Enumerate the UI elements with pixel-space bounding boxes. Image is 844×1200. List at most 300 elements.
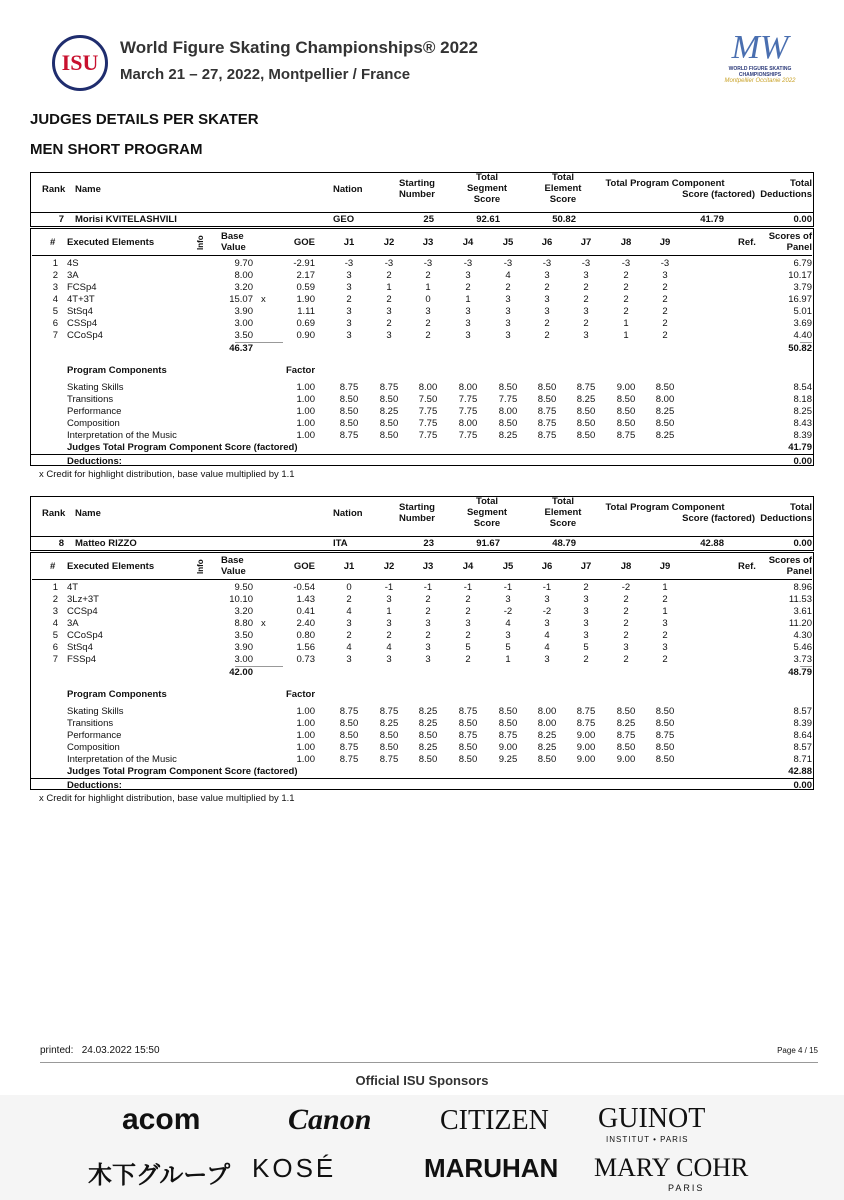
judge-score: 1 bbox=[505, 654, 511, 665]
judge-score: 8.25 bbox=[418, 718, 438, 729]
sponsor-kinoshita: 木下グループ bbox=[88, 1162, 231, 1189]
judge-score: 8.75 bbox=[458, 730, 478, 741]
sop-header-1: Scores of bbox=[768, 555, 812, 566]
skater-nation: ITA bbox=[333, 538, 348, 549]
judge-score: 1 bbox=[662, 582, 668, 593]
element-number: 2 bbox=[52, 594, 58, 605]
judge-score: 8.50 bbox=[339, 418, 359, 429]
judge-score: 8.50 bbox=[655, 718, 675, 729]
judge-score: -3 bbox=[581, 258, 591, 269]
scores-of-panel: 10.17 bbox=[788, 270, 812, 281]
judge-score: 8.50 bbox=[616, 742, 636, 753]
judge-score: -3 bbox=[621, 258, 631, 269]
event-logo bbox=[720, 30, 800, 84]
judge-score: 3 bbox=[662, 642, 668, 653]
judge-score: 3 bbox=[346, 306, 352, 317]
element-code: 3Lz+3T bbox=[67, 594, 99, 605]
component-score: 8.57 bbox=[793, 706, 812, 717]
factor-header: Factor bbox=[286, 365, 316, 376]
base-value: 3.00 bbox=[234, 318, 253, 329]
credit-note: x Credit for highlight distribution, base value multiplied by 1.1 bbox=[39, 469, 295, 480]
judge-score: 8.00 bbox=[655, 394, 675, 405]
judge-score: 8.75 bbox=[576, 706, 596, 717]
judge-score: 4 bbox=[346, 606, 352, 617]
judge-score: 8.25 bbox=[655, 430, 675, 441]
component-score: 8.54 bbox=[793, 382, 812, 393]
judge-score: 8.75 bbox=[339, 706, 359, 717]
total-element-score: 50.82 bbox=[552, 214, 576, 225]
judge-score: 3 bbox=[623, 642, 629, 653]
element-code: 4T+3T bbox=[67, 294, 95, 305]
goe-value: 0.59 bbox=[296, 282, 315, 293]
base-value: 10.10 bbox=[229, 594, 253, 605]
element-number: 5 bbox=[52, 306, 58, 317]
sponsor-mary-cohr: MARY COHR bbox=[594, 1153, 749, 1182]
scores-of-panel: 5.01 bbox=[793, 306, 812, 317]
judge-score: 2 bbox=[386, 630, 392, 641]
judge-score: 4 bbox=[544, 642, 550, 653]
judge-score: 7.75 bbox=[418, 430, 438, 441]
component-score: 8.39 bbox=[793, 430, 812, 441]
element-code: FSSp4 bbox=[67, 654, 97, 665]
element-code: FCSp4 bbox=[67, 282, 97, 293]
component-name: Performance bbox=[67, 406, 122, 417]
tss-header-1: Total bbox=[476, 496, 498, 507]
judge-score: 3 bbox=[544, 618, 550, 629]
footer-divider bbox=[40, 1062, 818, 1063]
component-score: 8.71 bbox=[793, 754, 812, 765]
judge-score: 2 bbox=[623, 654, 629, 665]
tes-header-3: Score bbox=[549, 194, 577, 205]
judge-score: 8.75 bbox=[616, 430, 636, 441]
component-factor: 1.00 bbox=[296, 706, 315, 717]
base-header-2: Value bbox=[221, 242, 246, 253]
element-code: 3A bbox=[67, 618, 79, 629]
judge-score: 8.75 bbox=[537, 406, 557, 417]
rank-header: Rank bbox=[42, 508, 66, 519]
total-segment-score: 91.67 bbox=[476, 538, 500, 549]
deductions-divider bbox=[30, 778, 814, 779]
element-code: CSSp4 bbox=[67, 318, 98, 329]
base-header-1: Base bbox=[221, 231, 244, 242]
judge-score: 8.75 bbox=[339, 382, 359, 393]
judge-score: 5 bbox=[583, 642, 589, 653]
tss-header-2: Segment bbox=[466, 507, 508, 518]
element-number: 2 bbox=[52, 270, 58, 281]
judge-score: 8.50 bbox=[576, 418, 596, 429]
judge-score: 8.00 bbox=[537, 718, 557, 729]
base-value: 8.80 bbox=[234, 618, 253, 629]
judge-score: 2 bbox=[425, 630, 431, 641]
info-header: Info bbox=[196, 559, 205, 574]
judge-score: 8.75 bbox=[537, 430, 557, 441]
judge-score: 3 bbox=[346, 318, 352, 329]
judge-score: 8.75 bbox=[655, 730, 675, 741]
judge-score: 8.50 bbox=[339, 406, 359, 417]
judge-score: 4 bbox=[386, 642, 392, 653]
sponsor-canon: Canon bbox=[288, 1103, 372, 1136]
judge-score: 7.75 bbox=[458, 406, 478, 417]
judge-score: 2 bbox=[662, 318, 668, 329]
scores-of-panel: 4.40 bbox=[793, 330, 812, 341]
base-value: 3.20 bbox=[234, 282, 253, 293]
scores-of-panel: 16.97 bbox=[788, 294, 812, 305]
component-factor: 1.00 bbox=[296, 418, 315, 429]
judge-score: 2 bbox=[346, 630, 352, 641]
component-score: 8.43 bbox=[793, 418, 812, 429]
element-number: 4 bbox=[52, 294, 58, 305]
component-factor: 1.00 bbox=[296, 394, 315, 405]
goe-value: 0.80 bbox=[296, 630, 315, 641]
judge-score: 8.50 bbox=[655, 742, 675, 753]
judge-score: 2 bbox=[346, 294, 352, 305]
judge-score: 8.00 bbox=[458, 382, 478, 393]
component-score: 8.39 bbox=[793, 718, 812, 729]
judge-score: 2 bbox=[425, 606, 431, 617]
tss-header-3: Score bbox=[473, 194, 501, 205]
page-title: JUDGES DETAILS PER SKATER bbox=[30, 111, 259, 128]
component-factor: 1.00 bbox=[296, 406, 315, 417]
base-value: 3.90 bbox=[234, 306, 253, 317]
goe-value: 2.17 bbox=[296, 270, 315, 281]
judge-score: 8.50 bbox=[655, 754, 675, 765]
judge-score: 2 bbox=[465, 606, 471, 617]
pcs-header-1: Total Program Component bbox=[605, 178, 725, 189]
judge-score: 2 bbox=[623, 270, 629, 281]
goe-value: -0.54 bbox=[293, 582, 315, 593]
judge-score: 1 bbox=[386, 282, 392, 293]
judge-score: 8.25 bbox=[537, 742, 557, 753]
judge-score: 2 bbox=[623, 306, 629, 317]
judge-score: 8.75 bbox=[339, 754, 359, 765]
judge-score: 8.50 bbox=[379, 394, 399, 405]
judges-total-label: Judges Total Program Component Score (factored) bbox=[67, 442, 298, 453]
goe-value: 1.56 bbox=[296, 642, 315, 653]
page-number: Page 4 / 15 bbox=[777, 1046, 818, 1055]
num-header: # bbox=[50, 237, 56, 248]
starting-header-1: Starting bbox=[399, 178, 435, 189]
element-score-total: 50.82 bbox=[788, 343, 812, 354]
judge-header-6: J6 bbox=[541, 561, 553, 572]
judge-score: 3 bbox=[583, 618, 589, 629]
info-mark: x bbox=[261, 294, 266, 305]
ded-header-2: Deductions bbox=[760, 189, 812, 200]
component-name: Skating Skills bbox=[67, 382, 124, 393]
tes-header-1: Total bbox=[552, 496, 574, 507]
summary-divider bbox=[30, 212, 814, 213]
name-header: Name bbox=[75, 184, 101, 195]
judge-score: 4 bbox=[346, 642, 352, 653]
base-value: 3.90 bbox=[234, 642, 253, 653]
judge-score: -1 bbox=[463, 582, 473, 593]
judge-score: 2 bbox=[505, 282, 511, 293]
element-code: StSq4 bbox=[67, 642, 93, 653]
sponsor-maruhan: MARUHAN bbox=[424, 1153, 559, 1183]
judge-header-9: J9 bbox=[659, 561, 671, 572]
scores-of-panel: 4.30 bbox=[793, 630, 812, 641]
sop-header-1: Scores of bbox=[768, 231, 812, 242]
scores-of-panel: 3.61 bbox=[793, 606, 812, 617]
pcs-header-1: Total Program Component bbox=[605, 502, 725, 513]
judge-score: 4 bbox=[505, 270, 511, 281]
component-name: Interpretation of the Music bbox=[67, 754, 177, 765]
judge-header-6: J6 bbox=[541, 237, 553, 248]
judge-score: 3 bbox=[465, 318, 471, 329]
judge-header-4: J4 bbox=[462, 237, 474, 248]
judge-score: 8.25 bbox=[498, 430, 518, 441]
judge-score: 3 bbox=[425, 654, 431, 665]
sponsor-guinot-sub: INSTITUT • PARIS bbox=[606, 1135, 689, 1144]
judge-score: 2 bbox=[623, 606, 629, 617]
judge-score: 3 bbox=[505, 594, 511, 605]
starting-header-1: Starting bbox=[399, 502, 435, 513]
factor-header: Factor bbox=[286, 689, 316, 700]
scores-of-panel: 3.73 bbox=[793, 654, 812, 665]
judge-header-2: J2 bbox=[383, 237, 395, 248]
judge-score: 3 bbox=[386, 654, 392, 665]
judge-score: 8.75 bbox=[616, 730, 636, 741]
judge-score: 8.50 bbox=[418, 730, 438, 741]
skater-name: Morisi KVITELASHVILI bbox=[75, 214, 177, 225]
judge-score: 1 bbox=[662, 606, 668, 617]
judge-score: 3 bbox=[346, 654, 352, 665]
judge-score: -1 bbox=[384, 582, 394, 593]
judge-score: 4 bbox=[544, 630, 550, 641]
judge-score: 8.50 bbox=[616, 706, 636, 717]
total-segment-score: 92.61 bbox=[476, 214, 500, 225]
scores-of-panel: 6.79 bbox=[793, 258, 812, 269]
judge-score: 4 bbox=[505, 618, 511, 629]
program-components-header: Program Components bbox=[67, 689, 167, 700]
judges-total-value: 41.79 bbox=[788, 442, 812, 453]
element-number: 7 bbox=[52, 330, 58, 341]
tes-header-3: Score bbox=[549, 518, 577, 529]
judge-score: 3 bbox=[465, 330, 471, 341]
event-logo-city: Montpellier Occitanie 2022 bbox=[724, 78, 796, 84]
judge-score: 7.75 bbox=[418, 406, 438, 417]
judge-score: 8.50 bbox=[498, 718, 518, 729]
element-number: 4 bbox=[52, 618, 58, 629]
judge-score: 2 bbox=[662, 654, 668, 665]
component-factor: 1.00 bbox=[296, 718, 315, 729]
judge-score: 8.50 bbox=[458, 754, 478, 765]
judge-score: -3 bbox=[344, 258, 354, 269]
judge-score: 2 bbox=[386, 294, 392, 305]
judge-score: 8.75 bbox=[379, 754, 399, 765]
total-pcs-score: 41.79 bbox=[700, 214, 724, 225]
judge-score: 2 bbox=[583, 318, 589, 329]
total-element-score: 48.79 bbox=[552, 538, 576, 549]
deductions-value: 0.00 bbox=[793, 780, 812, 791]
judge-score: 8.50 bbox=[339, 718, 359, 729]
judge-score: 2 bbox=[662, 306, 668, 317]
judge-score: 3 bbox=[505, 318, 511, 329]
judge-header-5: J5 bbox=[502, 561, 514, 572]
judge-score: 0 bbox=[425, 294, 431, 305]
judge-score: 2 bbox=[662, 282, 668, 293]
elements-header: Executed Elements bbox=[67, 237, 155, 248]
judge-score: 8.50 bbox=[418, 754, 438, 765]
sponsors-title: Official ISU Sponsors bbox=[355, 1073, 489, 1088]
judge-score: 3 bbox=[465, 618, 471, 629]
judge-score: 8.50 bbox=[339, 394, 359, 405]
element-code: 4T bbox=[67, 582, 79, 593]
program-components-header: Program Components bbox=[67, 365, 167, 376]
judge-score: 2 bbox=[465, 654, 471, 665]
element-code: 4S bbox=[67, 258, 79, 269]
judge-score: 8.25 bbox=[379, 406, 399, 417]
judge-score: 8.50 bbox=[655, 382, 675, 393]
base-value: 3.00 bbox=[234, 654, 253, 665]
judge-score: 3 bbox=[425, 618, 431, 629]
judge-header-5: J5 bbox=[502, 237, 514, 248]
judge-score: -2 bbox=[542, 606, 552, 617]
judges-total-value: 42.88 bbox=[788, 766, 812, 777]
goe-value: 1.43 bbox=[296, 594, 315, 605]
base-header-2: Value bbox=[221, 566, 246, 577]
judge-score: 2 bbox=[425, 318, 431, 329]
num-header: # bbox=[50, 561, 56, 572]
judge-score: 8.75 bbox=[537, 418, 557, 429]
judge-score: 8.50 bbox=[655, 706, 675, 717]
base-value: 15.07 bbox=[229, 294, 253, 305]
segment-title: MEN SHORT PROGRAM bbox=[30, 141, 203, 158]
judge-score: 8.50 bbox=[655, 418, 675, 429]
judge-header-3: J3 bbox=[422, 237, 434, 248]
judge-score: 2 bbox=[623, 282, 629, 293]
judge-score: 2 bbox=[465, 630, 471, 641]
skater-block bbox=[30, 172, 814, 482]
element-number: 1 bbox=[52, 258, 58, 269]
judge-score: 3 bbox=[425, 642, 431, 653]
pcs-header-2: Score (factored) bbox=[682, 189, 755, 200]
judge-score: 3 bbox=[425, 306, 431, 317]
deductions-divider bbox=[30, 454, 814, 455]
judge-score: 5 bbox=[505, 642, 511, 653]
element-number: 6 bbox=[52, 642, 58, 653]
judge-header-3: J3 bbox=[422, 561, 434, 572]
skater-nation: GEO bbox=[333, 214, 355, 225]
isu-logo: ISU bbox=[52, 35, 108, 91]
judge-score: 8.25 bbox=[576, 394, 596, 405]
judge-score: 3 bbox=[386, 306, 392, 317]
judge-score: 3 bbox=[386, 330, 392, 341]
total-deductions: 0.00 bbox=[793, 538, 812, 549]
sponsor-kose: KOSÉ bbox=[252, 1153, 337, 1183]
event-dates: March 21 – 27, 2022, Montpellier / France bbox=[120, 66, 411, 83]
element-code: CCoSp4 bbox=[67, 330, 103, 341]
event-logo-mark: MW bbox=[731, 29, 789, 66]
goe-value: 0.90 bbox=[296, 330, 315, 341]
component-score: 8.25 bbox=[793, 406, 812, 417]
element-score-total: 48.79 bbox=[788, 667, 812, 678]
element-number: 7 bbox=[52, 654, 58, 665]
info-mark: x bbox=[261, 618, 266, 629]
judge-score: 8.25 bbox=[418, 706, 438, 717]
judge-score: 8.75 bbox=[379, 382, 399, 393]
judge-score: -3 bbox=[463, 258, 473, 269]
judge-score: 3 bbox=[346, 270, 352, 281]
judge-score: 8.00 bbox=[498, 406, 518, 417]
goe-value: -2.91 bbox=[293, 258, 315, 269]
nation-header: Nation bbox=[333, 184, 363, 195]
judge-score: 2 bbox=[623, 630, 629, 641]
judge-score: 3 bbox=[505, 294, 511, 305]
element-number: 1 bbox=[52, 582, 58, 593]
tss-header-2: Segment bbox=[466, 183, 508, 194]
judge-score: 7.75 bbox=[418, 418, 438, 429]
scores-of-panel: 11.20 bbox=[788, 618, 812, 629]
judge-score: 3 bbox=[386, 618, 392, 629]
judge-header-8: J8 bbox=[620, 237, 632, 248]
component-factor: 1.00 bbox=[296, 430, 315, 441]
judge-score: 3 bbox=[346, 282, 352, 293]
goe-value: 0.73 bbox=[296, 654, 315, 665]
judge-score: 8.75 bbox=[339, 430, 359, 441]
sponsor-citizen: CITIZEN bbox=[440, 1105, 549, 1136]
judge-score: 8.50 bbox=[498, 382, 518, 393]
judge-score: 8.50 bbox=[379, 418, 399, 429]
element-number: 5 bbox=[52, 630, 58, 641]
judge-score: 9.25 bbox=[498, 754, 518, 765]
total-deductions: 0.00 bbox=[793, 214, 812, 225]
component-name: Transitions bbox=[67, 394, 114, 405]
judge-score: 8.50 bbox=[498, 418, 518, 429]
judge-score: 2 bbox=[425, 330, 431, 341]
judge-score: 1 bbox=[465, 294, 471, 305]
base-value-total: 42.00 bbox=[229, 667, 253, 678]
judge-score: 8.25 bbox=[379, 718, 399, 729]
judge-score: 8.75 bbox=[458, 706, 478, 717]
judge-score: 2 bbox=[583, 654, 589, 665]
element-number: 6 bbox=[52, 318, 58, 329]
judge-score: 8.50 bbox=[379, 430, 399, 441]
judge-score: 2 bbox=[583, 582, 589, 593]
judge-score: 2 bbox=[386, 318, 392, 329]
elements-header-divider bbox=[32, 255, 812, 256]
ded-header-1: Total bbox=[790, 178, 812, 189]
judge-score: 8.50 bbox=[339, 730, 359, 741]
judge-score: 8.25 bbox=[616, 718, 636, 729]
element-code: StSq4 bbox=[67, 306, 93, 317]
judge-score: 8.50 bbox=[379, 742, 399, 753]
judge-score: -1 bbox=[542, 582, 552, 593]
judge-score: 8.50 bbox=[458, 742, 478, 753]
tes-header-1: Total bbox=[552, 172, 574, 183]
component-name: Composition bbox=[67, 418, 120, 429]
judge-score: 7.50 bbox=[418, 394, 438, 405]
printed-timestamp bbox=[40, 1045, 160, 1056]
judge-score: 2 bbox=[662, 294, 668, 305]
judge-score: 8.50 bbox=[537, 382, 557, 393]
base-value: 3.20 bbox=[234, 606, 253, 617]
goe-value: 1.90 bbox=[296, 294, 315, 305]
judge-score: 8.75 bbox=[576, 382, 596, 393]
judge-score: 8.50 bbox=[616, 418, 636, 429]
name-header: Name bbox=[75, 508, 101, 519]
judge-score: 8.75 bbox=[339, 742, 359, 753]
component-name: Skating Skills bbox=[67, 706, 124, 717]
judge-header-7: J7 bbox=[580, 561, 592, 572]
goe-value: 1.11 bbox=[297, 306, 315, 317]
judge-score: 8.50 bbox=[498, 706, 518, 717]
judge-score: 3 bbox=[505, 306, 511, 317]
judge-score: 2 bbox=[465, 594, 471, 605]
judge-score: 2 bbox=[425, 594, 431, 605]
judge-score: 5 bbox=[465, 642, 471, 653]
judge-score: 2 bbox=[544, 318, 550, 329]
judge-score: 2 bbox=[465, 282, 471, 293]
